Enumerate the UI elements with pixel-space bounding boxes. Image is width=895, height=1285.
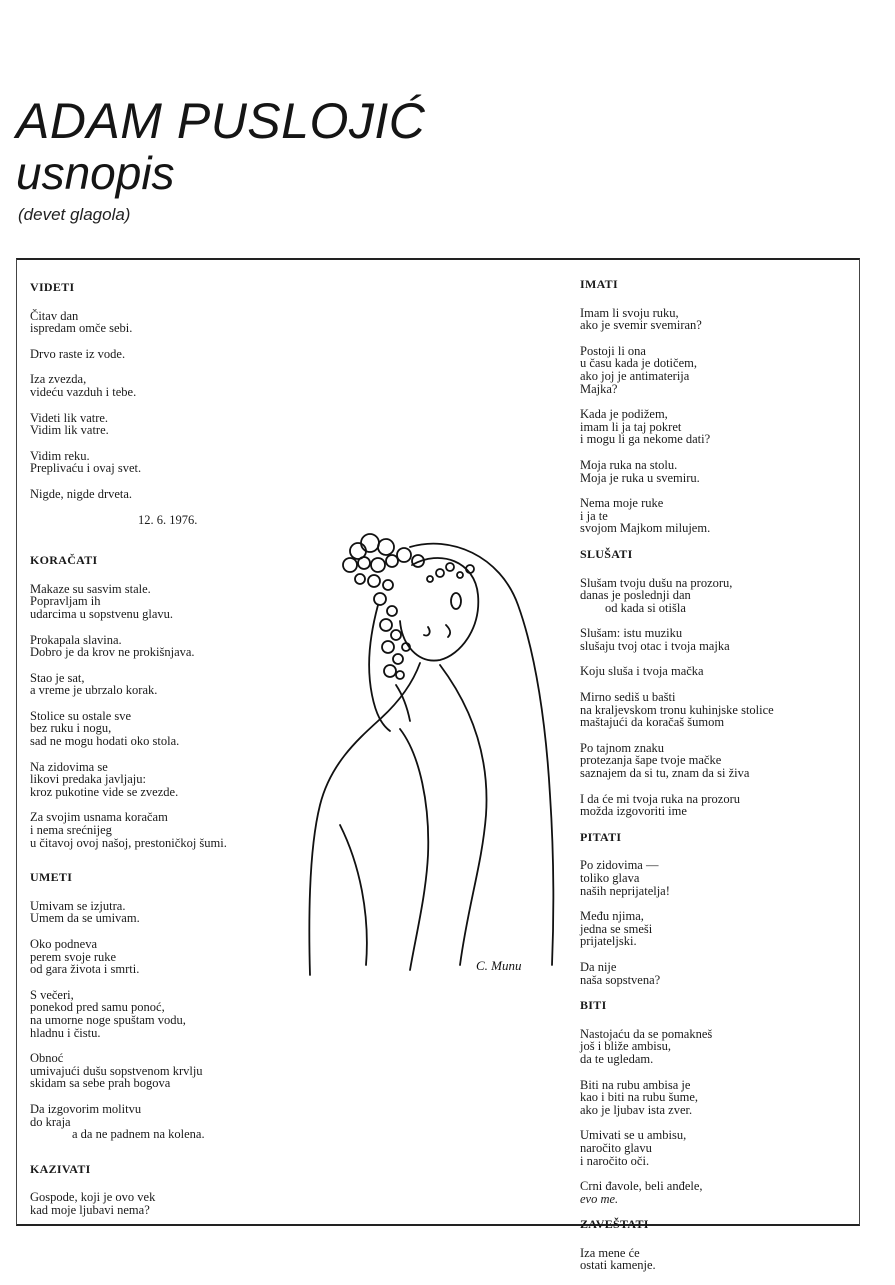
- poem-line: bez ruku i nogu,: [30, 721, 112, 736]
- poem-line: Po tajnom znaku: [580, 740, 665, 755]
- poem-line: hladnu i čistu.: [30, 1025, 101, 1040]
- poem-line: Postoji li ona: [580, 343, 646, 358]
- skirt-line: [340, 825, 367, 965]
- stanza: [580, 742, 830, 780]
- poem-heading: BITI: [580, 998, 607, 1013]
- stanza: [30, 1191, 300, 1216]
- stanza: [580, 859, 830, 897]
- poem-line: ostati kamenje.: [580, 1258, 656, 1273]
- poem-line: u čitavoj ovoj našoj, prestoničkoj šumi.: [30, 835, 227, 850]
- poem-heading: UMETI: [30, 870, 73, 885]
- poem-line: Umem da se umivam.: [30, 911, 140, 926]
- poem-line: Vidim reku.: [30, 448, 90, 463]
- poem-heading: VIDETI: [30, 280, 75, 294]
- hair-curls: [343, 534, 474, 679]
- poem-line: Nema moje ruke: [580, 496, 664, 511]
- poem-line: Nigde, nigde drveta.: [30, 486, 133, 501]
- stanza: [580, 1079, 830, 1117]
- stanza: [580, 307, 830, 332]
- poem-koracati: [30, 554, 300, 849]
- poem-line: a vreme je ubrzalo korak.: [30, 683, 158, 698]
- poem-heading: KORAČATI: [30, 553, 98, 568]
- poem-line: toliko glava: [580, 871, 640, 885]
- poem-videti: [30, 281, 300, 526]
- poem-line: naših neprijatelja!: [580, 883, 670, 898]
- poem-line: da te ugledam.: [580, 1051, 654, 1066]
- stanza: [580, 961, 830, 986]
- poem-line: Drvo raste iz vode.: [30, 346, 126, 361]
- stanza: [580, 577, 830, 615]
- poem-biti: [580, 999, 830, 1205]
- poem-date: 12. 6. 1976.: [138, 512, 198, 527]
- stanza: [30, 634, 300, 659]
- stanza: [580, 408, 830, 446]
- poem-imati: [580, 278, 830, 535]
- stanza: [580, 910, 830, 948]
- poem-line: umivajući dušu sopstvenom krvlju: [30, 1063, 203, 1078]
- nose-mouth-lines: [424, 625, 450, 637]
- stanza: [580, 497, 830, 535]
- poem-line: Prokapala slavina.: [30, 632, 122, 647]
- hand-line: [396, 685, 410, 721]
- poem-line: Kada je podižem,: [580, 407, 668, 422]
- poem-line: Nastojaću da se pomakneš: [580, 1026, 713, 1041]
- poem-line: i ja te: [580, 508, 608, 523]
- stanza: [580, 691, 830, 729]
- stanza: [30, 710, 300, 748]
- poem-line: svojom Majkom milujem.: [580, 521, 711, 536]
- poem-line: Crni đavole, beli anđele,: [580, 1179, 703, 1194]
- poem-line: Gospode, koji je ovo vek: [30, 1190, 156, 1205]
- poem-line: kad moje ljubavi nema?: [30, 1202, 150, 1217]
- poem-line: Stao je sat,: [30, 670, 85, 685]
- poem-line: S večeri,: [30, 987, 74, 1002]
- stanza: [30, 1052, 300, 1090]
- poem-line: saznajem da si tu, znam da si živa: [580, 766, 750, 781]
- poem-line: još i bliže ambisu,: [580, 1039, 671, 1054]
- poem-line: Da nije: [580, 959, 617, 974]
- poem-line: Čitav dan: [30, 308, 79, 323]
- face-outline: [400, 558, 478, 661]
- poem-line: Umivati se u ambisu,: [580, 1128, 687, 1143]
- poem-line: kao i biti na rubu šume,: [580, 1090, 699, 1105]
- poem-cycle-title: usnopis: [16, 147, 175, 199]
- poem-line: možda izgovoriti ime: [580, 804, 687, 819]
- poem-line: i mogu li ga nekome dati?: [580, 432, 711, 447]
- poem-line: ako je svemir svemiran?: [580, 318, 702, 333]
- poem-line: naša sopstvena?: [580, 972, 661, 987]
- stanza: [30, 900, 300, 925]
- poem-line: ponekod pred samu ponoć,: [30, 1000, 165, 1015]
- poem-line: naročito glavu: [580, 1140, 652, 1155]
- poem-line: udarcima u sopstvenu glavu.: [30, 606, 174, 621]
- stanza: [30, 348, 300, 361]
- poem-line: u času kada je dotičem,: [580, 356, 697, 371]
- poem-line: perem svoje ruke: [30, 949, 117, 964]
- poem-line: kroz pukotine vide se zvezde.: [30, 784, 179, 799]
- poem-line: imam li ja taj pokret: [580, 419, 682, 434]
- poem-line: na umorne noge spuštam vodu,: [30, 1012, 186, 1027]
- poem-line: Obnoć: [30, 1051, 64, 1066]
- poem-line: Umivam se izjutra.: [30, 898, 126, 913]
- body-outline-left: [309, 663, 420, 975]
- poem-slusati: [580, 548, 830, 818]
- poem-line: ako je ljubav ista zver.: [580, 1102, 693, 1117]
- poem-line: Po zidovima —: [580, 858, 659, 873]
- stanza: [30, 583, 300, 621]
- poem-line: do kraja: [30, 1114, 71, 1129]
- stanza: [30, 412, 300, 437]
- poem-line: slušaju tvoj otac i tvoja majka: [580, 638, 730, 653]
- poem-line: Koju sluša i tvoja mačka: [580, 664, 704, 679]
- poem-line: Slušam tvoju dušu na prozoru,: [580, 575, 733, 590]
- poem-heading: KAZIVATI: [30, 1161, 91, 1176]
- poem-line: Iza zvezda,: [30, 372, 87, 387]
- poem-line: Dobro je da krov ne prokišnjava.: [30, 645, 195, 660]
- stanza: [580, 1247, 830, 1272]
- author-name: ADAM PUSLOJIĆ: [16, 93, 426, 149]
- poem-line-italic: evo me.: [580, 1191, 619, 1206]
- stanza: [30, 989, 300, 1039]
- right-column: [580, 278, 830, 1285]
- poem-line: danas je poslednji dan: [580, 588, 691, 603]
- poem-line: jedna se smeši: [580, 921, 653, 936]
- stanza: [580, 793, 830, 818]
- eye-shape: [451, 593, 461, 609]
- poem-line: Popravljam ih: [30, 594, 101, 609]
- poem-line: Na zidovima se: [30, 759, 108, 774]
- poem-line: Mirno sediš u bašti: [580, 690, 676, 705]
- woman-sketch-illustration: [300, 525, 560, 995]
- poem-umeti: [30, 871, 300, 1141]
- poem-line: Vidim lik vatre.: [30, 423, 109, 438]
- stanza: [30, 450, 300, 475]
- poem-line: likovi predaka javljaju:: [30, 772, 146, 787]
- poem-line: od kada si otišla: [580, 600, 686, 615]
- poem-line: Moja ruka na stolu.: [580, 457, 678, 472]
- stanza: [30, 310, 300, 335]
- poem-line: Imam li svoju ruku,: [580, 305, 679, 320]
- poem-line: Oko podneva: [30, 937, 97, 951]
- stanza: [30, 811, 300, 849]
- left-column: [30, 281, 300, 1230]
- poem-kazivati: [30, 1163, 300, 1217]
- poem-line: a da ne padnem na kolena.: [72, 1127, 205, 1142]
- poem-heading: PITATI: [580, 829, 622, 844]
- poem-line: Za svojim usnama koračam: [30, 810, 168, 825]
- poem-line: videću vazduh i tebe.: [30, 384, 137, 399]
- poem-heading: IMATI: [580, 277, 618, 291]
- stanza: [580, 665, 830, 678]
- poem-line: od gara života i smrti.: [30, 962, 140, 977]
- poem-heading: SLUŠATI: [580, 546, 633, 561]
- poem-line: Slušam: istu muziku: [580, 626, 683, 641]
- stanza: [30, 672, 300, 697]
- poem-zavestati: [580, 1218, 830, 1272]
- stanza: [580, 627, 830, 652]
- stanza: [580, 459, 830, 484]
- body-fold-line: [400, 729, 428, 970]
- stanza: [30, 373, 300, 398]
- poem-line: skidam sa sebe prah bogova: [30, 1076, 171, 1091]
- poem-line: sad ne mogu hodati oko stola.: [30, 734, 180, 749]
- stanza: [580, 1180, 830, 1205]
- poem-line: ispredam omče sebi.: [30, 321, 133, 336]
- poem-line: Među njima,: [580, 909, 644, 924]
- poem-line: I da će mi tvoja ruka na prozoru: [580, 791, 741, 806]
- stanza: [580, 345, 830, 395]
- poem-line: Makaze su sasvim stale.: [30, 581, 151, 596]
- poem-line: Iza mene će: [580, 1245, 640, 1260]
- artist-signature: C. Munu: [476, 958, 522, 973]
- poem-line: Videti lik vatre.: [30, 410, 109, 425]
- poem-line: Stolice su ostale sve: [30, 708, 132, 723]
- poem-cycle-subtitle: (devet glagola): [18, 205, 131, 224]
- poem-line: Preplivaću i ovaj svet.: [30, 461, 142, 476]
- poem-line: na kraljevskom tronu kuhinjske stolice: [580, 702, 774, 717]
- stanza: [580, 1129, 830, 1167]
- stanza: [580, 1028, 830, 1066]
- stanza: [30, 761, 300, 799]
- poem-line: ako joj je antimaterija: [580, 368, 690, 383]
- stanza: [30, 488, 300, 501]
- poem-line: Da izgovorim molitvu: [30, 1101, 142, 1116]
- poem-line: i nema srećnijeg: [30, 823, 112, 838]
- poem-line: maštajući da koračaš šumom: [580, 715, 725, 730]
- poem-line: i naročito oči.: [580, 1153, 650, 1168]
- poem-heading: ZAVEŠTATI: [580, 1217, 649, 1232]
- poem-line: Biti na rubu ambisa je: [580, 1077, 691, 1092]
- stanza: [30, 938, 300, 976]
- poem-pitati: [580, 831, 830, 986]
- poem-line: Majka?: [580, 381, 618, 396]
- body-inner-curve: [440, 665, 487, 965]
- poem-line: protezanja šape tvoje mačke: [580, 753, 722, 768]
- poem-line: Moja je ruka u svemiru.: [580, 470, 700, 485]
- poem-line: prijateljski.: [580, 934, 637, 949]
- stanza: [30, 1103, 300, 1141]
